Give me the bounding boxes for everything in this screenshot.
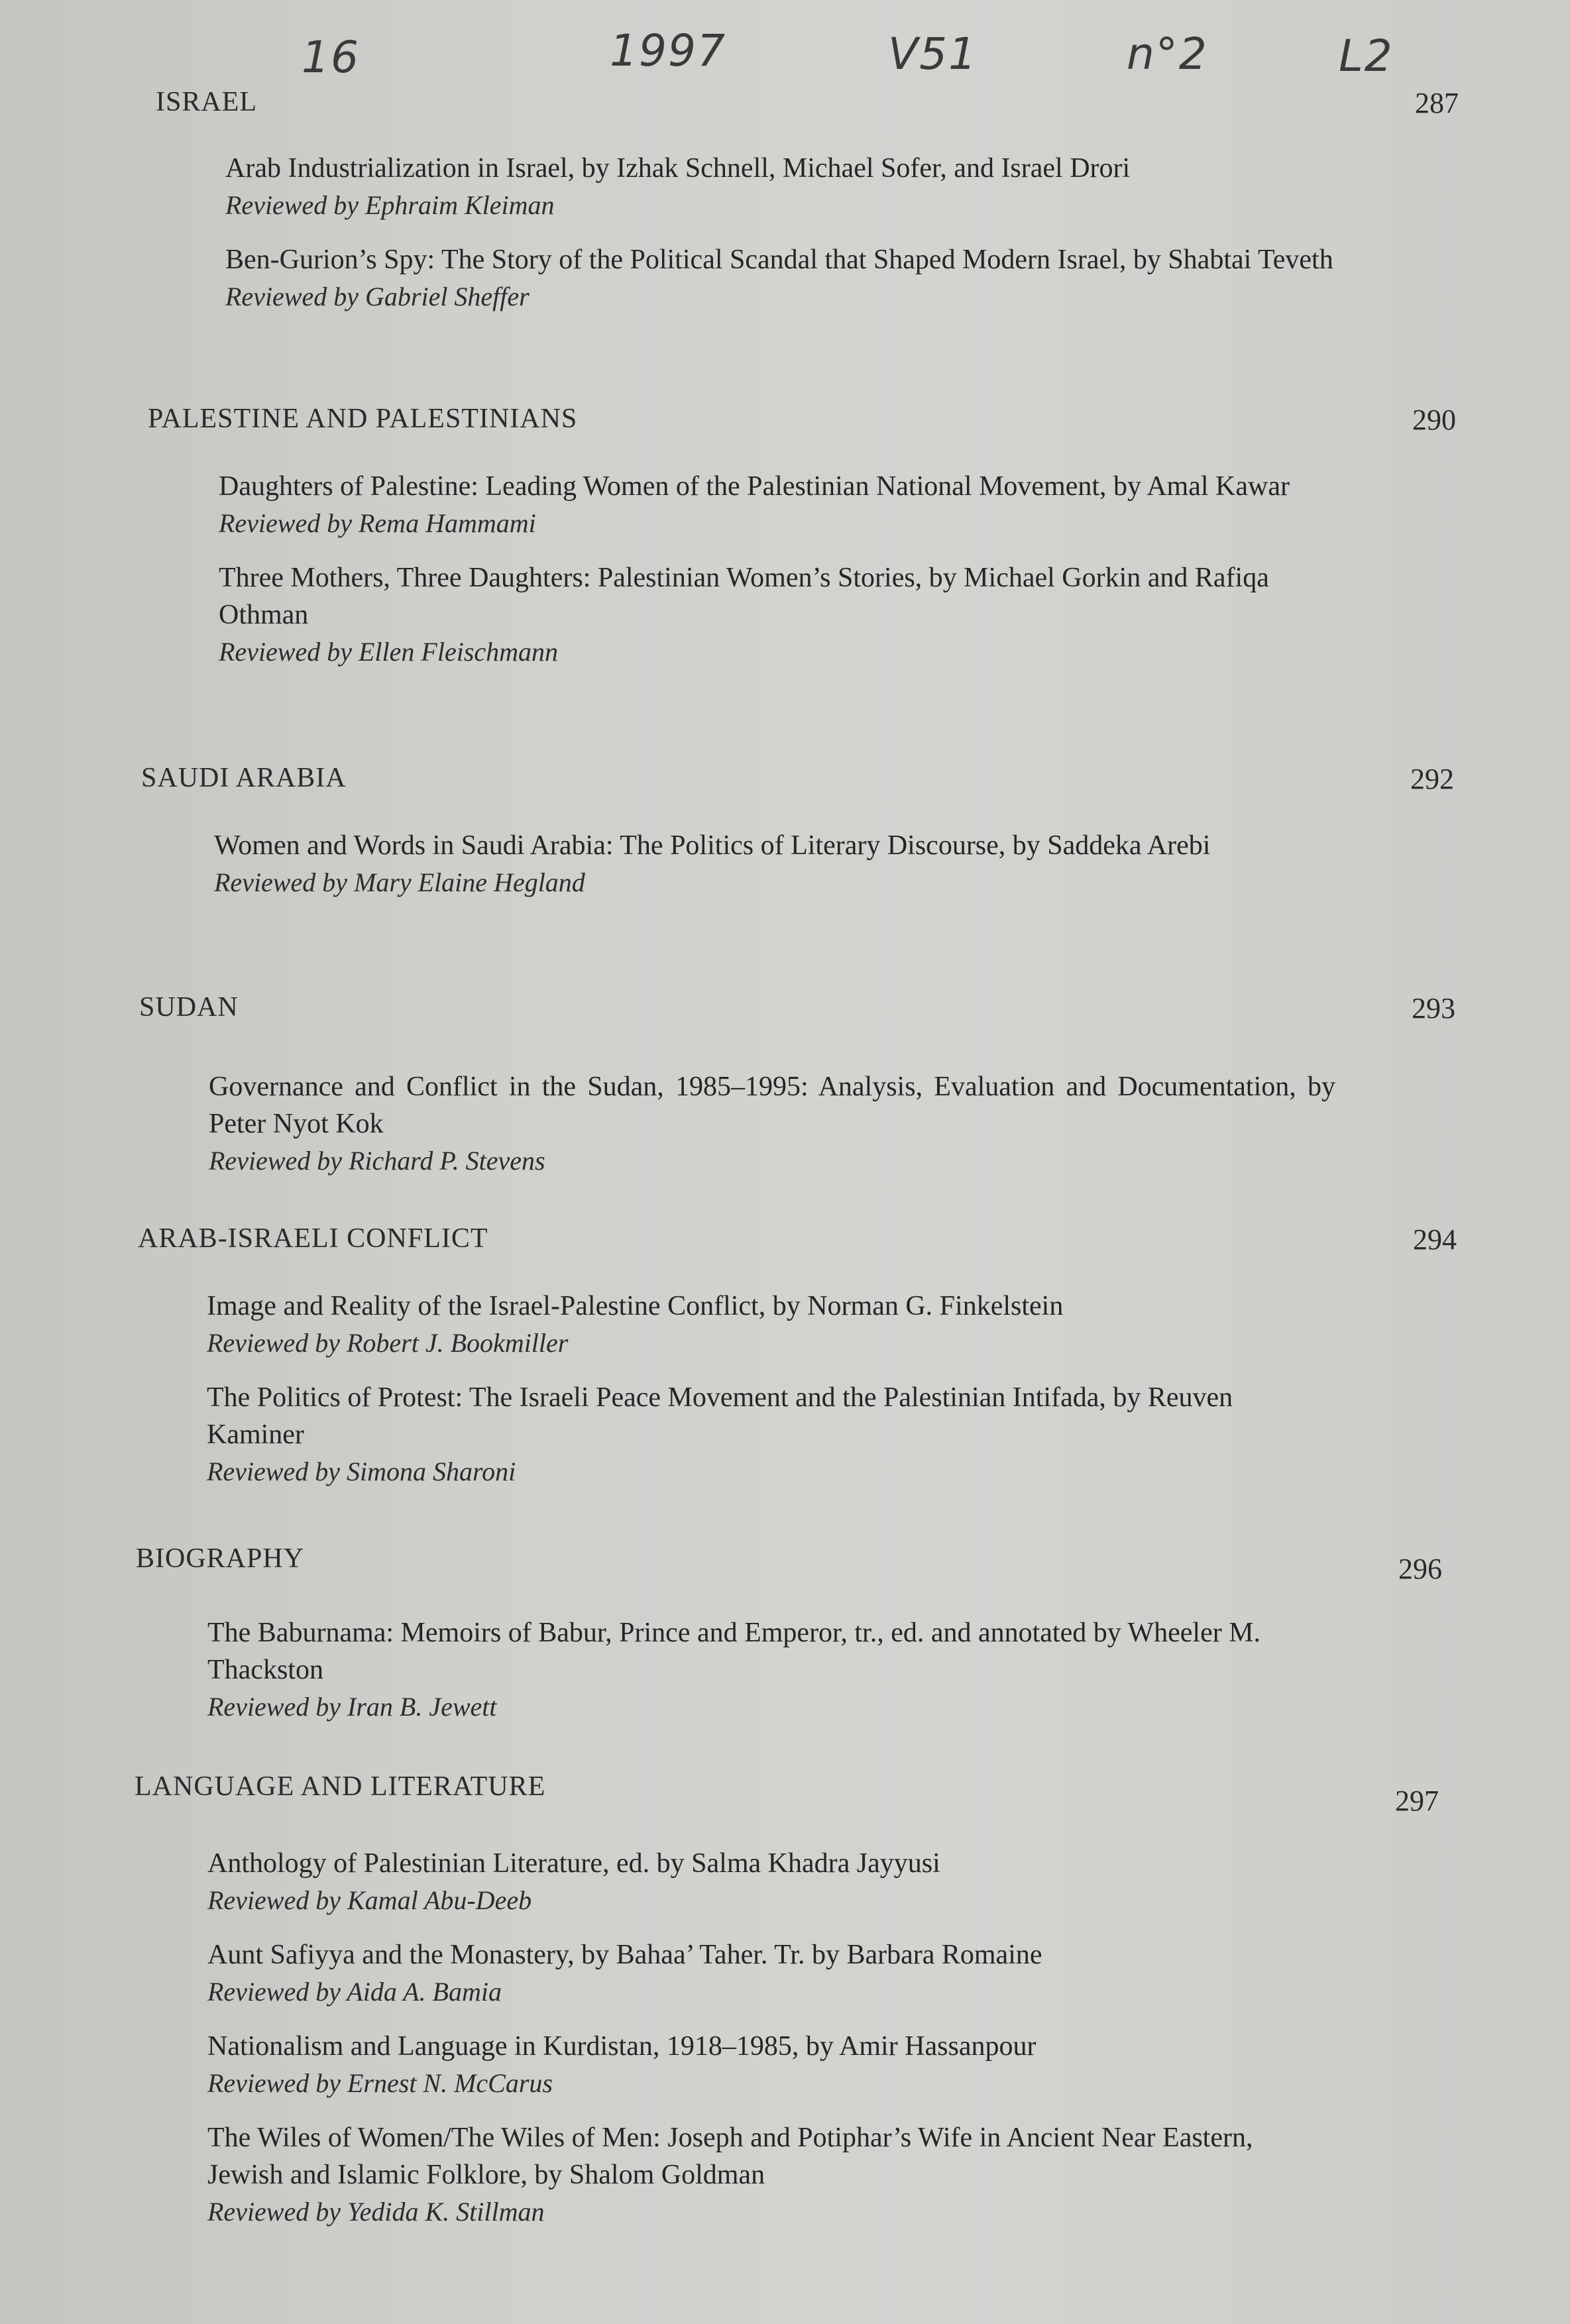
handwritten-note-4: L2 bbox=[1339, 30, 1394, 82]
book-title: Governance and Conflict in the Sudan, 1985–1995: Analysis, Evaluation and Documentation, by Peter Nyot Kok bbox=[209, 1072, 1335, 1139]
review-entry bbox=[225, 241, 1365, 315]
reviewer: Reviewed by Mary Elaine Hegland bbox=[214, 867, 585, 897]
section-page-number: 290 bbox=[1412, 404, 1456, 436]
section-sudan bbox=[139, 991, 1465, 1197]
book-title: Daughters of Palestine: Leading Women of the Palestinian National Movement, by Amal Kawar bbox=[219, 471, 1290, 502]
review-entry bbox=[214, 827, 1347, 901]
section-title: ISRAEL bbox=[156, 87, 257, 117]
reviewer: Reviewed by Iran B. Jewett bbox=[207, 1692, 497, 1722]
reviewer: Reviewed by Simona Sharoni bbox=[207, 1457, 516, 1486]
section-saudi-arabia bbox=[141, 762, 1467, 918]
book-title: The Politics of Protest: The Israeli Peace Movement and the Palestinian Intifada, by Reuven Kaminer bbox=[207, 1382, 1233, 1450]
reviewer: Reviewed by Richard P. Stevens bbox=[209, 1146, 545, 1176]
section-israel bbox=[156, 86, 1481, 333]
review-entry bbox=[209, 1068, 1335, 1180]
section-arab-israeli-conflict bbox=[138, 1223, 1463, 1508]
section-title: SAUDI ARABIA bbox=[141, 763, 347, 793]
book-title: Women and Words in Saudi Arabia: The Politics of Literary Discourse, by Saddeka Arebi bbox=[214, 830, 1211, 861]
book-title: The Wiles of Women/The Wiles of Men: Joseph and Potiphar’s Wife in Ancient Near Eastern, Jewish and Islamic Folklore, by Shalom Goldman bbox=[207, 2123, 1253, 2190]
reviewer: Reviewed by Robert J. Bookmiller bbox=[207, 1328, 569, 1358]
section-page-number: 293 bbox=[1412, 992, 1455, 1024]
review-entry bbox=[207, 1845, 1334, 1919]
section-title: ARAB-ISRAELI CONFLICT bbox=[138, 1223, 488, 1254]
reviewer: Reviewed by Aida A. Bamia bbox=[207, 1977, 502, 2007]
handwritten-note-3: n°2 bbox=[1127, 28, 1208, 80]
book-title: Image and Reality of the Israel-Palestine Conflict, by Norman G. Finkelstein bbox=[207, 1291, 1064, 1321]
book-title: Anthology of Palestinian Literature, ed. by Salma Khadra Jayyusi bbox=[207, 1848, 940, 1879]
review-entry bbox=[207, 2028, 1334, 2102]
book-title: Nationalism and Language in Kurdistan, 1918–1985, by Amir Hassanpour bbox=[207, 2031, 1037, 2062]
section-title: SUDAN bbox=[139, 992, 239, 1023]
section-language-literature bbox=[135, 1771, 1460, 2248]
section-palestine bbox=[148, 403, 1473, 688]
section-title: PALESTINE AND PALESTINIANS bbox=[148, 404, 578, 434]
handwritten-note-2: V51 bbox=[888, 28, 978, 80]
book-title: Three Mothers, Three Daughters: Palestinian Women’s Stories, by Michael Gorkin and Rafiqa Othman bbox=[219, 563, 1269, 630]
section-page-number: 292 bbox=[1410, 763, 1454, 795]
section-biography bbox=[136, 1543, 1461, 1743]
review-entry bbox=[207, 2119, 1334, 2231]
section-title: BIOGRAPHY bbox=[136, 1543, 305, 1574]
handwritten-note-0: 16 bbox=[302, 32, 360, 83]
review-entry bbox=[225, 150, 1365, 224]
section-page-number: 296 bbox=[1398, 1553, 1442, 1585]
section-title: LANGUAGE AND LITERATURE bbox=[135, 1771, 546, 1802]
review-entry bbox=[207, 1379, 1333, 1490]
review-entry bbox=[207, 1614, 1334, 1726]
review-entry bbox=[219, 468, 1365, 542]
reviewer: Reviewed by Kamal Abu-Deeb bbox=[207, 1885, 532, 1915]
reviewer: Reviewed by Yedida K. Stillman bbox=[207, 2197, 545, 2227]
section-page-number: 287 bbox=[1415, 87, 1459, 119]
section-page-number: 294 bbox=[1413, 1223, 1457, 1256]
handwritten-note-1: 1997 bbox=[610, 25, 726, 76]
review-entry bbox=[207, 1288, 1333, 1362]
book-title: Aunt Safiyya and the Monastery, by Bahaa’ Taher. Tr. by Barbara Romaine bbox=[207, 1940, 1042, 1970]
reviewer: Reviewed by Ernest N. McCarus bbox=[207, 2068, 553, 2098]
book-title: The Baburnama: Memoirs of Babur, Prince and Emperor, tr., ed. and annotated by Wheeler M. Thackston bbox=[207, 1618, 1261, 1685]
reviewer: Reviewed by Rema Hammami bbox=[219, 508, 536, 538]
reviewer: Reviewed by Gabriel Sheffer bbox=[225, 282, 530, 311]
reviewer: Reviewed by Ellen Fleischmann bbox=[219, 637, 559, 667]
review-entry bbox=[219, 559, 1365, 671]
book-title: Arab Industrialization in Israel, by Izhak Schnell, Michael Sofer, and Israel Drori bbox=[225, 153, 1131, 184]
book-title: Ben-Gurion’s Spy: The Story of the Political Scandal that Shaped Modern Israel, by Shabtai Teveth bbox=[225, 245, 1333, 275]
reviewer: Reviewed by Ephraim Kleiman bbox=[225, 190, 555, 220]
review-entry bbox=[207, 1936, 1334, 2011]
section-page-number: 297 bbox=[1395, 1785, 1439, 1817]
